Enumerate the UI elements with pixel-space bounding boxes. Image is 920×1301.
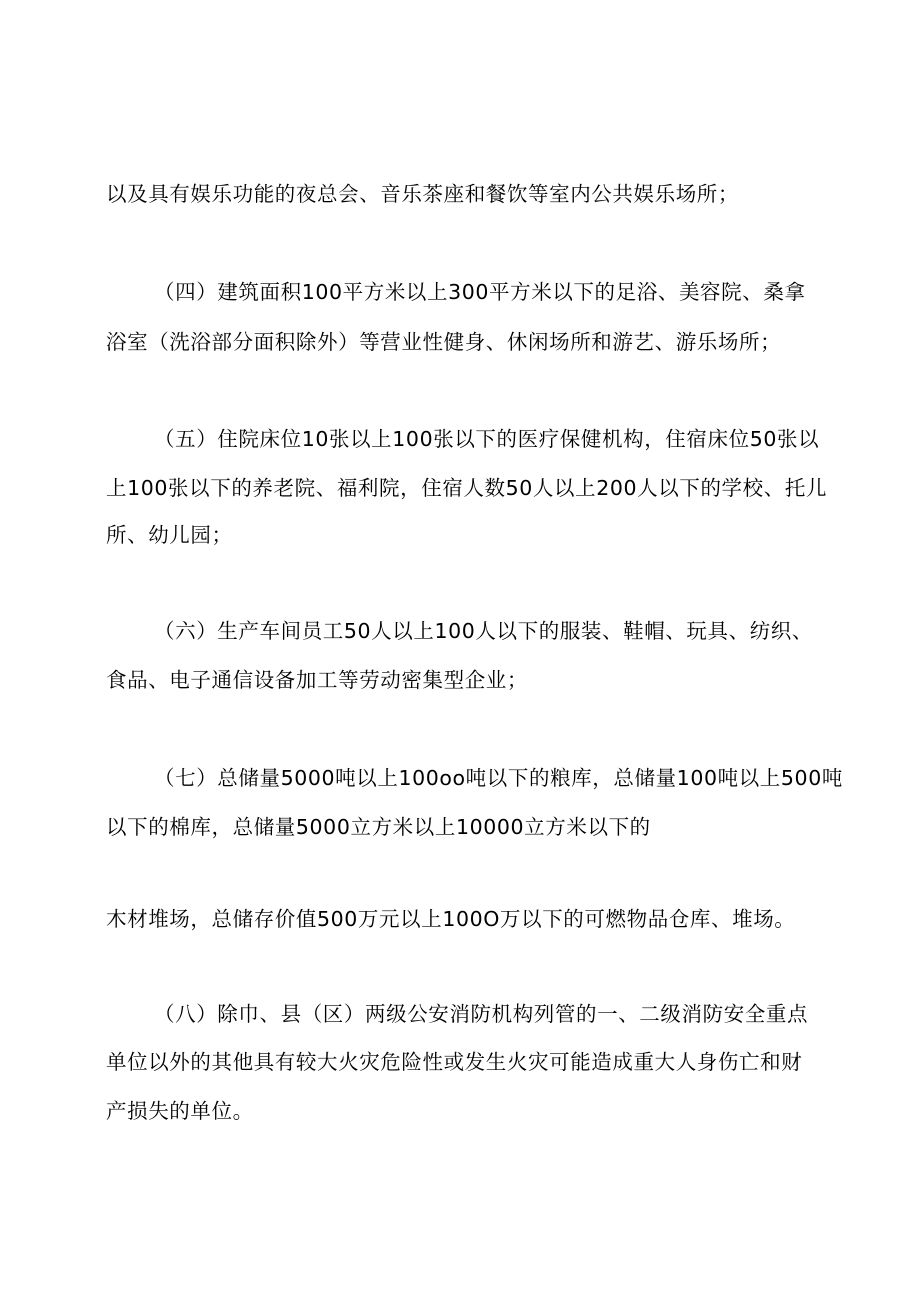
- paragraph-seven-line-2: 以下的棉库，总储量5000立方米以上10000立方米以下的: [106, 815, 651, 839]
- paragraph-four-line-2: 浴室（洗浴部分面积除外）等营业性健身、休闲场所和游艺、游乐场所；: [106, 330, 782, 354]
- paragraph-four-line-1: （四）建筑面积100平方米以上300平方米以下的足浴、美容院、桑拿: [154, 280, 806, 304]
- paragraph-five-line-2: 上100张以下的养老院、福利院，住宿人数50人以上200人以下的学校、托儿: [106, 476, 828, 500]
- paragraph-seven-line-3: 木材堆场，总储存价值500万元以上100O万以下的可燃物品仓库、堆场。: [106, 907, 796, 931]
- paragraph-five-line-1: （五）住院床位10张以上100张以下的医疗保健机构，住宿床位50张以: [154, 427, 820, 451]
- paragraph-eight-line-2: 单位以外的其他具有较大火灾危险性或发生火灾可能造成重大人身伤亡和财: [106, 1050, 803, 1074]
- paragraph-six-line-2: 食品、电子通信设备加工等劳动密集型企业；: [106, 668, 528, 692]
- paragraph-eight-line-3: 产损失的单位。: [106, 1099, 254, 1123]
- paragraph-eight-line-1: （八）除巾、县（区）两级公安消防机构列管的一、二级消防安全重点: [154, 1002, 809, 1026]
- paragraph-six-line-1: （六）生产车间员工50人以上100人以下的服装、鞋帽、玩具、纺织、: [154, 619, 814, 643]
- paragraph-five-line-3: 所、幼儿园；: [106, 523, 233, 547]
- text-line: 以及具有娱乐功能的夜总会、音乐茶座和餐饮等室内公共娱乐场所；: [106, 182, 739, 206]
- paragraph-seven-line-1: （七）总储量5000吨以上100oo吨以下的粮库，总储量100吨以上500吨: [154, 766, 843, 790]
